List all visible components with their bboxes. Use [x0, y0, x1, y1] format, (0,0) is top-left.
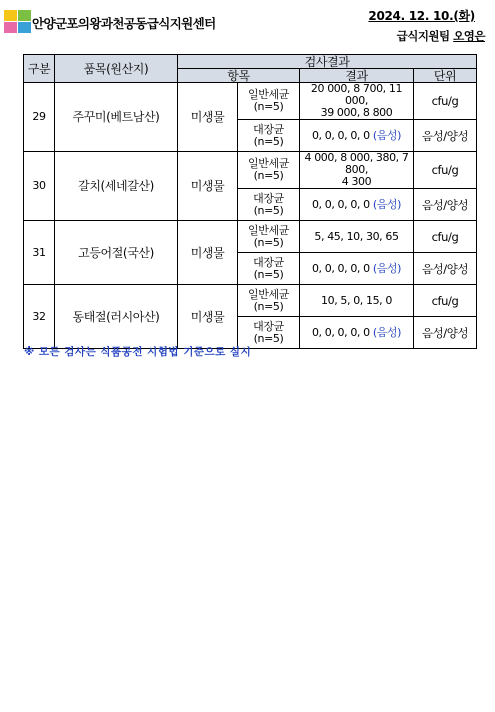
- test-sample-size: (n=5): [253, 299, 284, 313]
- row-number: 30: [24, 152, 55, 221]
- header-results-group: 검사결과: [178, 55, 477, 69]
- row-number: 29: [24, 83, 55, 152]
- row-category: 미생물: [178, 152, 238, 221]
- header-item: 품목(원산지): [55, 55, 178, 83]
- test-unit: cfu/g: [414, 83, 477, 120]
- negative-mark: (음성): [372, 197, 402, 211]
- test-name-cell: [238, 152, 300, 189]
- test-unit: 음성/양성: [414, 253, 477, 285]
- negative-mark: (음성): [372, 128, 402, 142]
- test-name: 일반세균: [248, 88, 289, 101]
- test-sample-size: (n=5): [253, 267, 284, 281]
- result-values: 0, 0, 0, 0, 0: [311, 197, 373, 211]
- test-name-cell: [238, 189, 300, 221]
- negative-mark: (음성): [372, 261, 402, 275]
- center-logo-icon: [4, 10, 32, 34]
- row-item: 고등어절(국산): [55, 221, 178, 285]
- test-sample-size: (n=5): [253, 235, 284, 249]
- test-name-cell: [238, 83, 300, 120]
- test-unit: cfu/g: [414, 221, 477, 253]
- test-name: 일반세균: [248, 157, 289, 170]
- test-name-cell: [238, 221, 300, 253]
- result-values: 20 000, 8 700, 11 000,: [310, 82, 403, 107]
- row-category: 미생물: [178, 221, 238, 285]
- row-item: 동태절(러시아산): [55, 285, 178, 349]
- test-sample-size: (n=5): [253, 100, 284, 113]
- test-sample-size: (n=5): [253, 134, 284, 148]
- test-result: [300, 253, 414, 285]
- test-sample-size: (n=5): [253, 331, 284, 345]
- result-line: [300, 231, 413, 243]
- row-number: 32: [24, 285, 55, 349]
- result-line: [300, 263, 413, 275]
- test-unit: 음성/양성: [414, 120, 477, 152]
- test-unit: 음성/양성: [414, 317, 477, 349]
- test-sample-size: (n=5): [253, 203, 284, 217]
- test-name-cell: [238, 253, 300, 285]
- test-result: [300, 189, 414, 221]
- table-row: [24, 285, 477, 317]
- test-unit: cfu/g: [414, 285, 477, 317]
- row-category: 미생물: [178, 285, 238, 349]
- document-author: 급식지원팀 오영은: [396, 29, 485, 43]
- test-name-cell: [238, 285, 300, 317]
- test-result: [300, 317, 414, 349]
- result-values: 0, 0, 0, 0, 0: [311, 261, 373, 275]
- row-item: 주꾸미(베트남산): [55, 83, 178, 152]
- header-division: 구분: [24, 55, 55, 83]
- result-values: 0, 0, 0, 0, 0: [311, 325, 373, 339]
- test-name: 대장균: [253, 122, 284, 136]
- test-name-cell: [238, 120, 300, 152]
- test-result: [300, 285, 414, 317]
- result-values: 0, 0, 0, 0, 0: [311, 128, 373, 142]
- header-unit: 단위: [414, 69, 477, 83]
- result-line: [300, 152, 413, 176]
- test-result: [300, 83, 414, 120]
- test-name: 대장균: [253, 191, 284, 205]
- table-row: [24, 83, 477, 120]
- test-sample-size: (n=5): [253, 169, 284, 182]
- result-line: [300, 295, 413, 307]
- result-values: 10, 5, 0, 15, 0: [321, 293, 392, 307]
- row-category: 미생물: [178, 83, 238, 152]
- header-result: 결과: [300, 69, 414, 83]
- result-line: [300, 199, 413, 211]
- author-name: 오영은: [453, 29, 485, 43]
- test-name: 대장균: [253, 319, 284, 333]
- inspection-results-table: [23, 54, 477, 349]
- result-line: [300, 83, 413, 107]
- row-item: 갈치(세네갈산): [55, 152, 178, 221]
- table-row: [24, 221, 477, 253]
- document-date: 2024. 12. 10.(화): [368, 9, 475, 23]
- test-result: [300, 221, 414, 253]
- table-row: [24, 152, 477, 189]
- result-values: 5, 45, 10, 30, 65: [314, 229, 399, 243]
- test-unit: cfu/g: [414, 152, 477, 189]
- result-line-2: 4 300: [341, 175, 372, 188]
- test-name: 일반세균: [248, 287, 289, 301]
- organization-name: 안양군포의왕과천공동급식지원센터: [32, 16, 216, 31]
- header-test: 항목: [178, 69, 300, 83]
- footnote: ※ 모든 검사는 식품공전 시험법 기준으로 실시: [24, 346, 252, 358]
- document-header: [0, 0, 495, 50]
- test-result: [300, 152, 414, 189]
- result-line: [300, 130, 413, 142]
- result-line-2: 39 000, 8 800: [320, 106, 393, 119]
- row-number: 31: [24, 221, 55, 285]
- test-unit: 음성/양성: [414, 189, 477, 221]
- negative-mark: (음성): [372, 325, 402, 339]
- test-name: 대장균: [253, 255, 284, 269]
- result-line: [300, 327, 413, 339]
- test-name: 일반세균: [248, 223, 289, 237]
- result-values: 4 000, 8 000, 380, 7 800,: [304, 151, 409, 176]
- test-result: [300, 120, 414, 152]
